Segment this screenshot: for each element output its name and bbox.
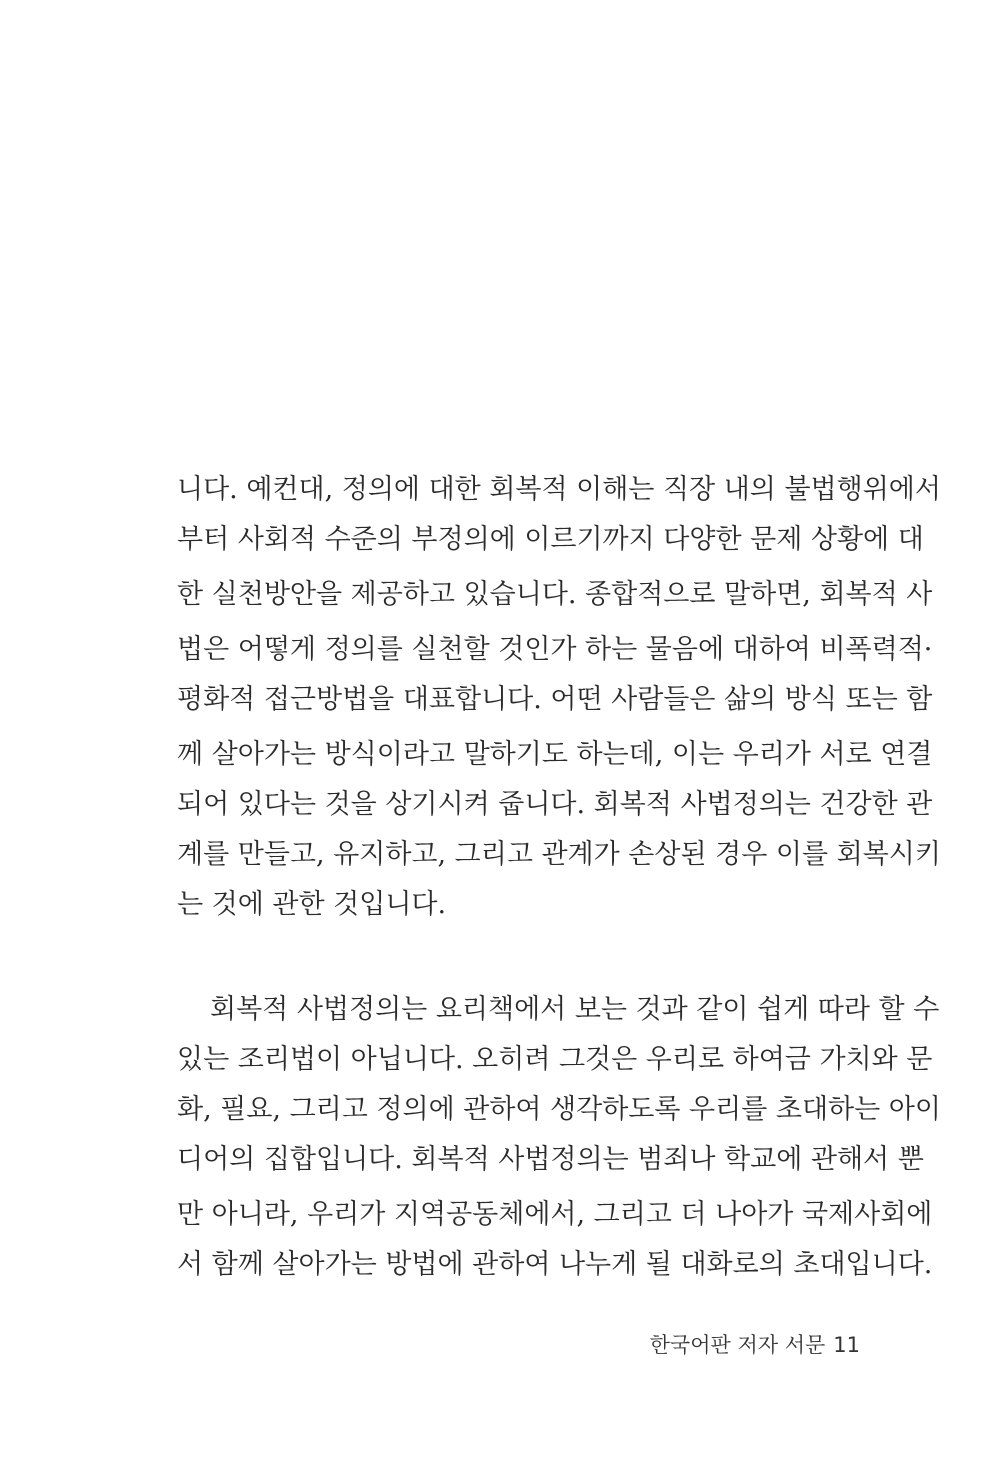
paragraph-1-line-8: 계를 만들고, 유지하고, 그리고 관계가 손상된 경우 이를 회복시키 <box>177 839 941 870</box>
paragraph-2-line-3: 화, 필요, 그리고 정의에 관하여 생각하도록 우리를 초대하는 아이 <box>177 1094 941 1125</box>
paragraph-2-line-5: 만 아니라, 우리가 지역공동체에서, 그리고 더 나아가 국제사회에 <box>177 1199 933 1230</box>
paragraph-2-line-2: 있는 조리법이 아닙니다. 오히려 그것은 우리로 하여금 가치와 문 <box>177 1044 933 1075</box>
paragraph-1-line-2: 부터 사회적 수준의 부정의에 이르기까지 다양한 문제 상황에 대 <box>177 524 924 555</box>
paragraph-1-line-7: 되어 있다는 것을 상기시켜 줍니다. 회복적 사법정의는 건강한 관 <box>177 789 933 820</box>
page-number: 11 <box>833 1333 860 1357</box>
paragraph-1-line-1: 니다. 예컨대, 정의에 대한 회복적 이해는 직장 내의 불법행위에서 <box>177 474 941 505</box>
paragraph-1-line-5: 평화적 접근방법을 대표합니다. 어떤 사람들은 삶의 방식 또는 함 <box>177 684 933 715</box>
page-footer <box>560 1330 860 1360</box>
paragraph-1-line-4: 법은 어떻게 정의를 실천할 것인가 하는 물음에 대하여 비폭력적· <box>177 634 933 665</box>
paragraph-1-line-3: 한 실천방안을 제공하고 있습니다. 종합적으로 말하면, 회복적 사 <box>177 579 933 610</box>
paragraph-1-line-9: 는 것에 관한 것입니다. <box>177 889 447 920</box>
paragraph-2-line-6: 서 함께 살아가는 방법에 관하여 나누게 될 대화로의 초대입니다. <box>177 1249 933 1280</box>
paragraph-2-line-1: 회복적 사법정의는 요리책에서 보는 것과 같이 쉽게 따라 할 수 <box>210 994 940 1025</box>
paragraph-1-line-6: 께 살아가는 방식이라고 말하기도 하는데, 이는 우리가 서로 연결 <box>177 739 933 770</box>
paragraph-2-line-4: 디어의 집합입니다. 회복적 사법정의는 범죄나 학교에 관해서 뿐 <box>177 1144 924 1175</box>
footer-section-title: 한국어판 저자 서문 <box>649 1333 826 1357</box>
